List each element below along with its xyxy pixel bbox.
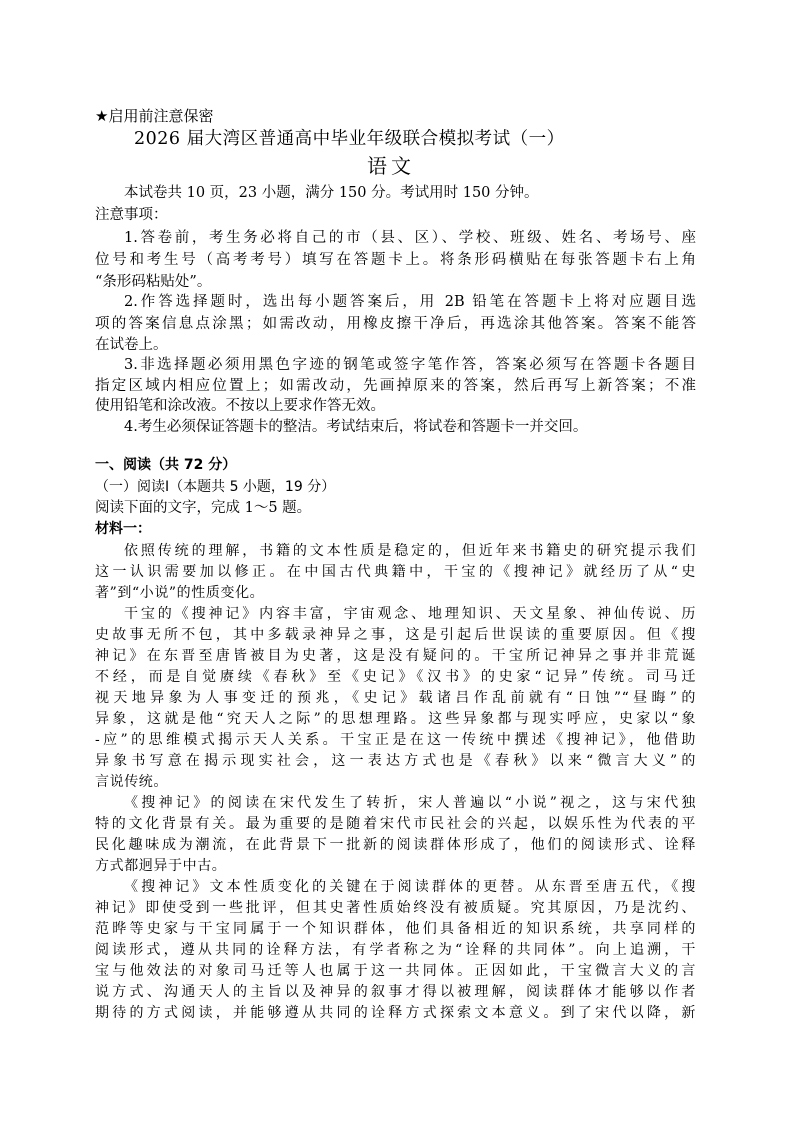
notice-line: 使用铅笔和涂改液。不按以上要求作答无效。 (95, 398, 385, 414)
exam-title: 2026 届大湾区普通高中毕业年级联合模拟考试（一） (134, 129, 565, 149)
passage-line: -应”的思维模式揭示天人关系。干宝正是在这一传统中撰述《搜神记》，他借助 (95, 732, 696, 748)
notice-line: “条形码粘贴处”。 (95, 274, 212, 290)
passage-line: 史故事无所不包，其中多载录神异之事，这是引起后世误读的重要原因。但《搜 (95, 627, 696, 643)
material-label: 材料一： (95, 521, 151, 537)
reading-instruction: 阅读下面的文字，完成 1～5 题。 (95, 500, 312, 516)
notice-line: 3.非选择题必须用黑色字迹的钢笔或签字笔作答，答案必须写在答题卡各题目 (124, 357, 696, 373)
passage-line: 视天地异象为人事变迁的预兆，《史记》载诸吕作乱前就有“日蚀”“昼晦”的 (95, 690, 696, 706)
passage-line: 异象，这就是他“究天人之际”的思想理路。这些异象都与现实呼应，史家以“象 (95, 711, 696, 727)
passage-line: 阅读形式，遵从共同的诠释方法，有学者称之为“诠释的共同体”。向上追溯，干 (95, 942, 696, 958)
passage-line: 著”到“小说”的性质变化。 (95, 585, 265, 601)
notice-line: 在试卷上。 (95, 337, 168, 353)
notice-line: 2.作答选择题时，选出每小题答案后，用 2B 铅笔在答题卡上将对应题目选 (124, 294, 696, 310)
passage-line: 说方式、沟通天人的主旨以及神异的叙事才得以被理解，阅读群体才能够以作者 (95, 984, 696, 1000)
passage-line: 方式都迥异于中古。 (95, 858, 227, 874)
passage-line: 《搜神记》文本性质变化的关键在于阅读群体的更替。从东晋至唐五代，《搜 (124, 879, 696, 895)
notice-line: 4.考生必须保证答题卡的整洁。考试结束后，将试卷和答题卡一并交回。 (124, 419, 588, 435)
passage-line: 神记》在东晋至唐皆被目为史著，这是没有疑问的。干宝所记神异之事并非荒诞 (95, 648, 696, 664)
exam-summary: 本试卷共 10 页，23 小题，满分 150 分。考试用时 150 分钟。 (124, 185, 539, 201)
section-heading: 一、阅读（共 72 分） (95, 457, 237, 473)
passage-line: 依照传统的理解，书籍的文本性质是稳定的，但近年来书籍史的研究提示我们 (124, 543, 696, 559)
passage-line: 异象书写意在揭示现实社会，这一表达方式也是《春秋》以来“微言大义”的 (95, 753, 696, 769)
confidential-mark: ★启用前注意保密 (95, 107, 214, 125)
notice-line: 1.答卷前，考生务必将自己的市（县、区）、学校、班级、姓名、考场号、座 (124, 230, 696, 246)
passage-line: 干宝的《搜神记》内容丰富，宇宙观念、地理知识、天文星象、神仙传说、历 (124, 606, 696, 622)
passage-line: 《搜神记》的阅读在宋代发生了转折，宋人普遍以“小说”视之，这与宋代独 (124, 795, 696, 811)
notice-heading: 注意事项： (95, 207, 168, 223)
passage-line: 特的文化背景有关。最为重要的是随着宋代市民社会的兴起，以娱乐性为代表的平 (95, 816, 696, 832)
sub-section-heading: （一）阅读Ⅰ（本题共 5 小题，19 分） (95, 479, 336, 495)
passage-line: 不经，而是自觉赓续《春秋》至《史记》《汉书》的史家“记异”传统。司马迁 (95, 669, 696, 685)
passage-line: 宝与他效法的对象司马迁等人也属于这一共同体。正因如此，干宝微言大义的言 (95, 963, 696, 979)
notice-line: 位号和考生号（高考考号）填写在答题卡上。将条形码横贴在每张答题卡右上角 (95, 252, 696, 268)
passage-line: 这一认识需要加以修正。在中国古代典籍中，干宝的《搜神记》就经历了从“史 (95, 564, 696, 580)
passage-line: 民化趣味成为潮流，在此背景下一批新的阅读群体形成了，他们的阅读形式、诠释 (95, 837, 696, 853)
subject-title: 语文 (367, 154, 415, 178)
passage-line: 言说传统。 (95, 774, 168, 790)
notice-line: 项的答案信息点涂黑；如需改动，用橡皮擦干净后，再选涂其他答案。答案不能答 (95, 316, 696, 332)
notice-line: 指定区域内相应位置上；如需改动，先画掉原来的答案，然后再写上新答案；不准 (95, 378, 696, 394)
passage-line: 范晔等史家与干宝同属于一个知识群体，他们具备相近的知识系统，共享同样的 (95, 921, 696, 937)
passage-line: 期待的方式阅读，并能够遵从共同的诠释方式探索文本意义。到了宋代以降，新 (95, 1005, 696, 1021)
passage-line: 神记》即使受到一些批评，但其史著性质始终没有被质疑。究其原因，乃是沈约、 (95, 900, 696, 916)
